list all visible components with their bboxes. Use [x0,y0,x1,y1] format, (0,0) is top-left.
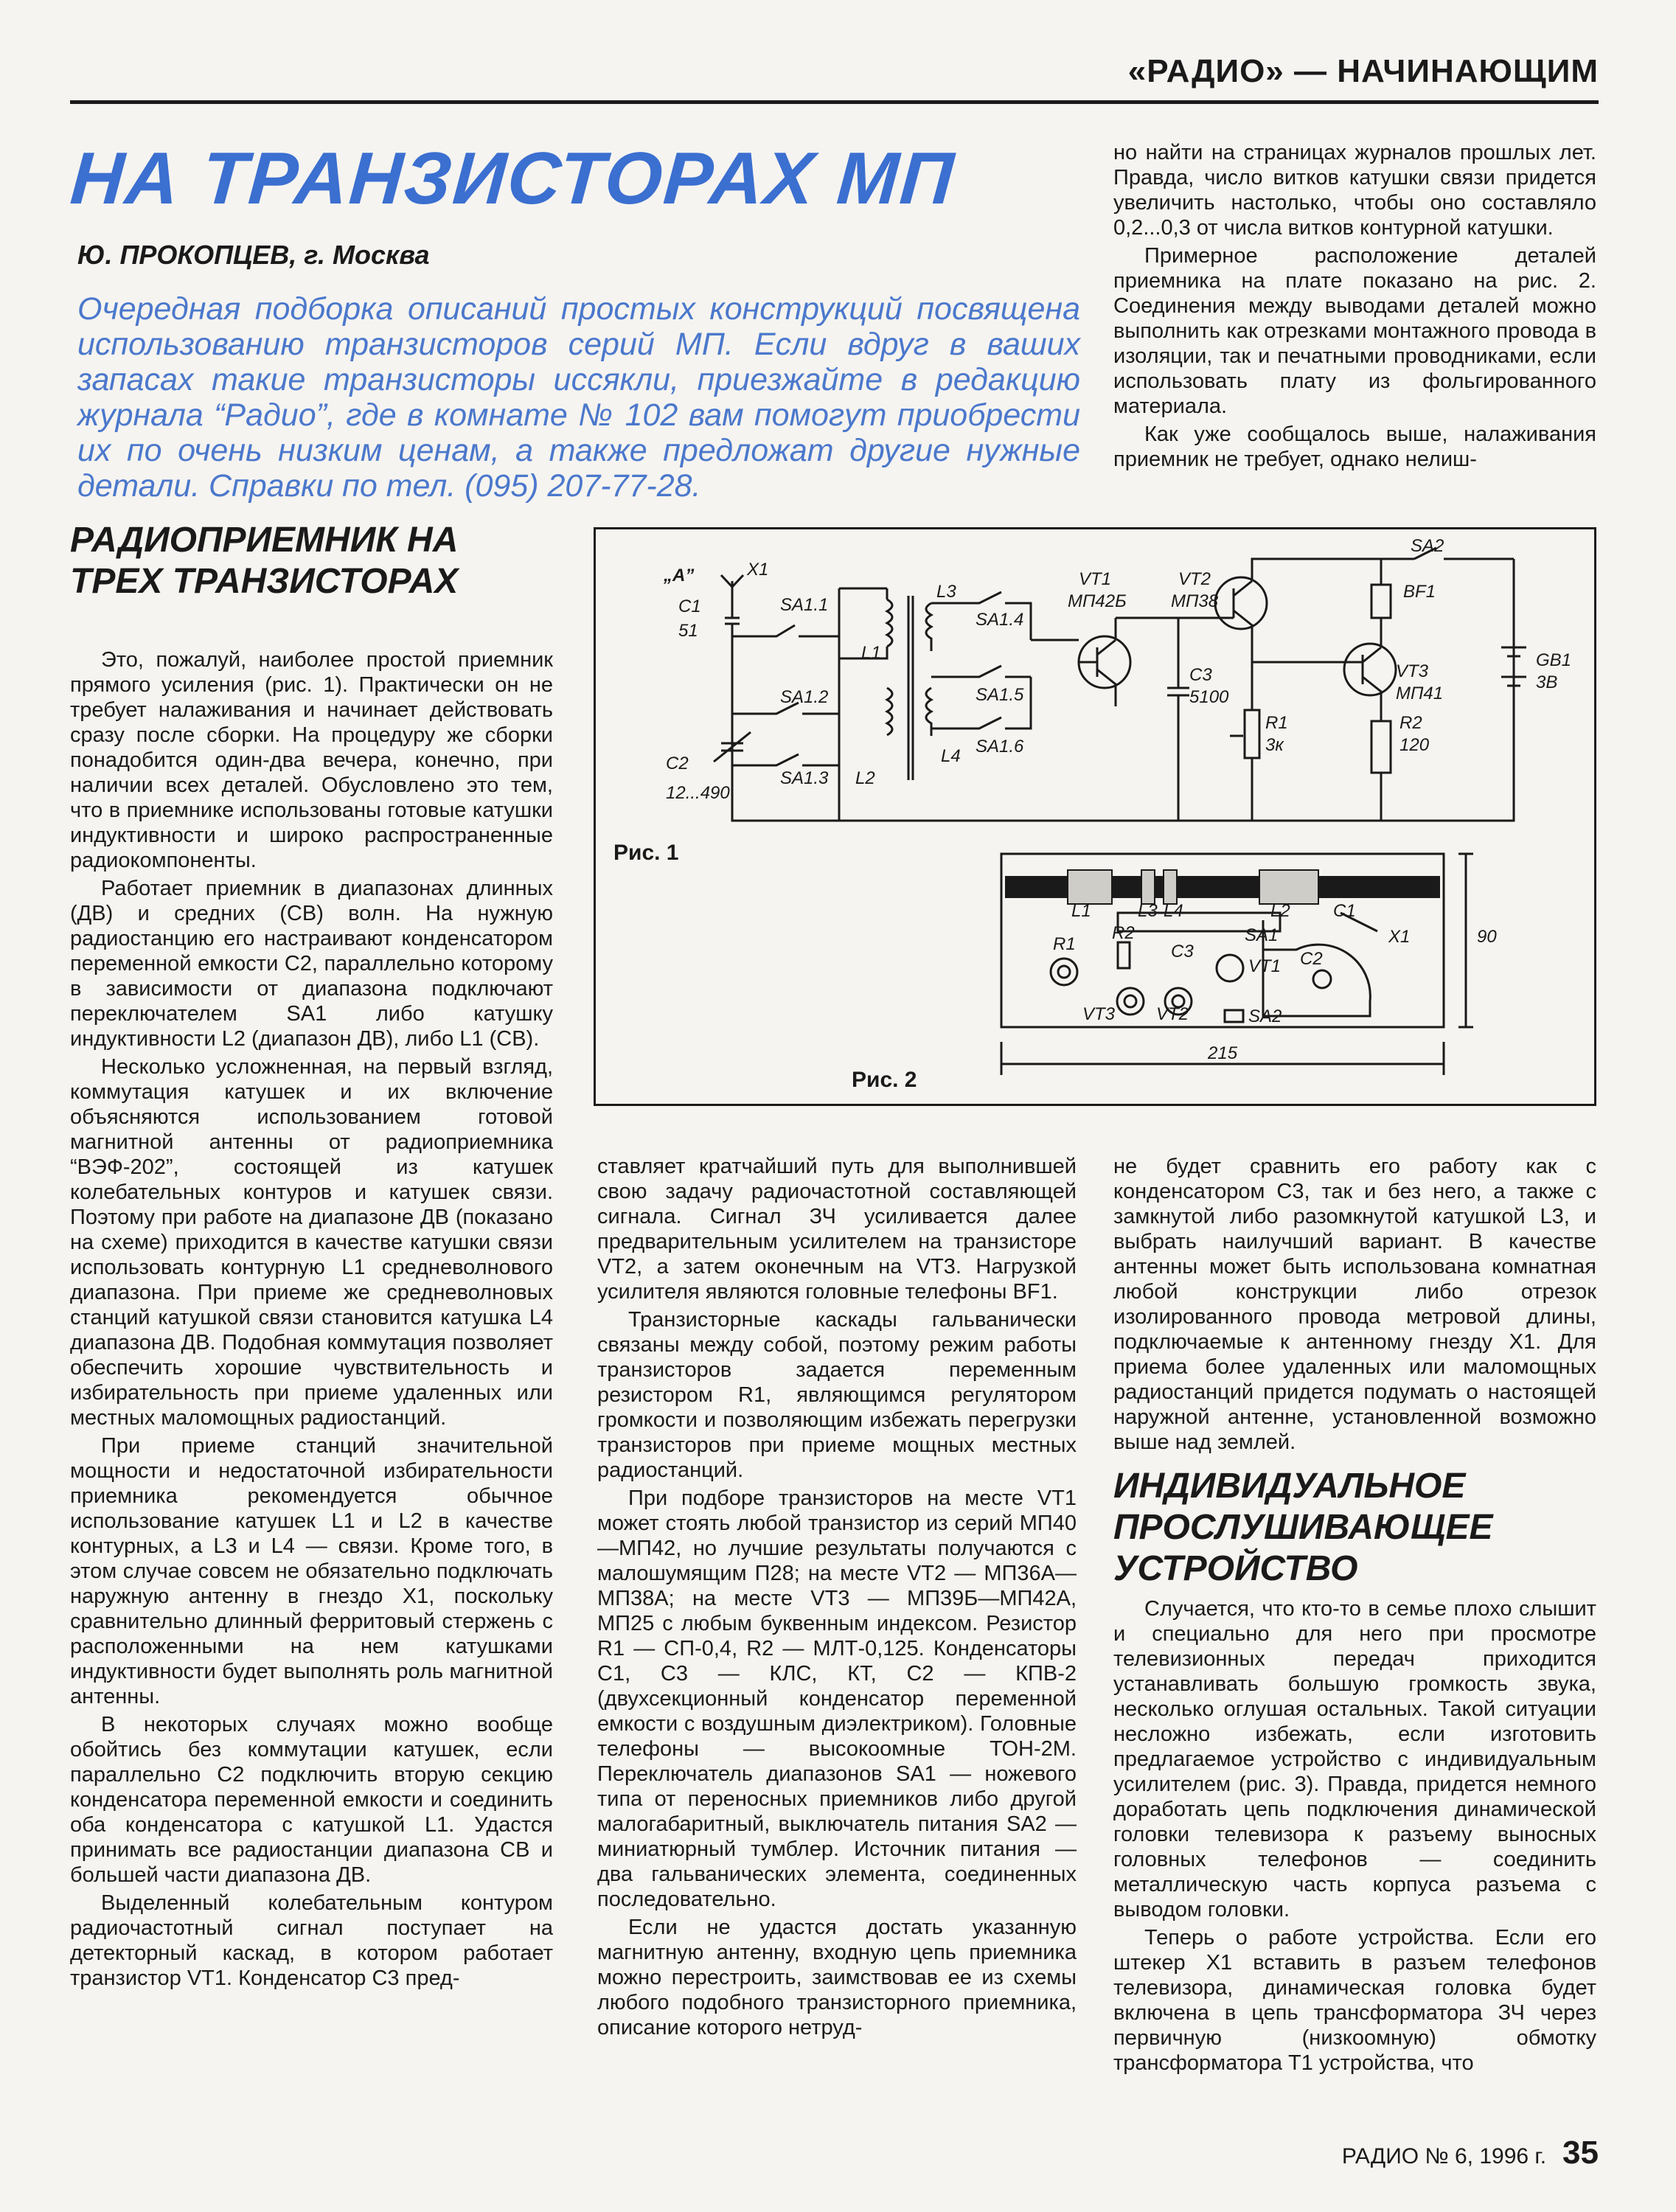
running-head: «РАДИО» — НАЧИНАЮЩИМ [1127,53,1599,89]
article-lead: Очередная подборка описаний простых конструкций посвящена использованию транзисторов серий МП. Если вдруг в ваших запасах такие транзисторы иссякли, приезжайте в редакцию журнала “Радио”, где в комнате № 102 вам помогут приобрести их по очень низким ценам, а также предложат другие нужные детали. Справки по тел. (095) 207-77-28. [77,291,1080,504]
label-sa1-6: SA1.6 [976,737,1024,757]
board-dim-height: 90 [1477,927,1497,947]
column-3-top [1113,140,1596,475]
column-2 [597,1154,1077,2043]
board-label-l1: L1 [1071,901,1091,921]
page-number: 35 [1562,2135,1599,2171]
issue-info: РАДИО № 6, 1996 г. [1341,2144,1547,2168]
label-c2-val: 12...490 [666,783,730,803]
paragraph: Это, пожалуй, наиболее простой приемник прямого усиления (рис. 1). Практически он не требует налаживания и начинает действовать сразу после сборки. На процедуру же сборки понадобится один-два вечера, конечно, при наличии всех деталей. Обусловлено это тем, что в приемнике использованы готовые катушки индуктивности и широко распространенные радиокомпоненты. [70,648,553,872]
label-antenna: „A” [664,566,695,585]
board-label-l3: L3 [1138,901,1158,921]
label-vt3: VT3 [1396,661,1429,681]
label-sa2: SA2 [1411,536,1444,556]
label-l4: L4 [941,746,961,766]
label-gb1: GB1 [1536,650,1572,670]
column-1 [70,647,553,1994]
label-c3-val: 5100 [1189,687,1229,707]
label-gb1-val: 3В [1536,672,1558,692]
label-c1-val: 51 [678,621,698,641]
label-vt1: VT1 [1079,569,1112,589]
board-label-sa2: SA2 [1248,1006,1282,1026]
label-c3: C3 [1189,665,1212,685]
article-author: Ю. ПРОКОПЦЕВ, г. Москва [77,240,430,270]
label-l1: L1 [861,643,881,663]
board-label-x1: X1 [1388,927,1411,947]
label-vt2: VT2 [1178,569,1211,589]
paragraph: При приеме станций значительной мощности и недостаточной избирательности приемника рекомендуется обычное использование катушек L1 и L2 в качестве контурных, а L3 и L4 — связи. Кроме того, в этом случае совсем не обязательно подключать наружную антенну в гнездо X1, поскольку сравнительно длинный ферритовый стержень с расположенными на нем катушками индуктивности будет выполнять роль магнитной антенны. [70,1434,553,1708]
label-vt1-type: МП42Б [1068,591,1127,611]
board-label-c3: C3 [1171,942,1194,961]
label-sa1-3: SA1.3 [780,768,829,788]
coil-l4-body [1164,870,1177,904]
header-rule [70,100,1599,104]
board-label-l4: L4 [1164,901,1183,921]
page-footer [1342,2135,1599,2171]
label-vt3-type: МП41 [1396,684,1444,703]
paragraph: не будет сравнить его работу как с конденсатором С3, так и без него, а также с замкнутой либо разомкнутой катушкой L3, и выбрать наилучший вариант. В качестве антенны может быть использована комнатная любой конструкции либо отрезок изолированного провода метровой длины, подключаемые к антенному гнезду X1. Для приема более удаленных или маломощных радиостанций придется подумать о настоящей наружной антенне, установленной возможно выше над землей. [1113,1155,1596,1454]
board-label-c1: C1 [1333,901,1356,921]
paragraph: Если не удастся достать указанную магнитную антенну, входную цепь приемника можно перестроить, заимствовав ее из схемы любого подобного транзисторного приемника, описание которого нетруд- [597,1916,1077,2039]
figure-box [594,527,1596,1106]
board-label-vt1: VT1 [1248,956,1282,976]
figure-1-label: Рис. 1 [613,841,679,865]
paragraph: но найти на страницах журналов прошлых лет. Правда, число витков катушки связи придется увеличить настолько, чтобы оно составляло 0,2...0,3 от числа витков контурной катушки. [1113,141,1596,240]
board-label-r2: R2 [1112,923,1135,943]
label-r1: R1 [1265,713,1288,733]
paragraph: Как уже сообщалось выше, налаживания приемник не требует, однако нелиш- [1113,422,1596,471]
figure-2-label: Рис. 2 [852,1068,917,1092]
section-heading-receiver: РАДИОПРИЕМНИК НА ТРЕХ ТРАНЗИСТОРАХ [70,521,459,601]
label-sa1-4: SA1.4 [976,610,1024,630]
label-vt2-type: МП38 [1171,591,1219,611]
label-sa1-2: SA1.2 [780,687,829,707]
coil-l3-body [1141,870,1155,904]
board-label-c2: C2 [1300,949,1323,969]
label-sa1-5: SA1.5 [976,685,1024,705]
label-bf1: BF1 [1403,582,1436,602]
section-2-body [1113,1596,1596,2079]
label-l2: L2 [855,768,875,788]
paragraph: Случается, что кто-то в семье плохо слышит и специально для него при просмотре телевизионных передач приходится устанавливать большую громкость звука, несколько оглушая остальных. Такой ситуации несложно избежать, если изготовить предлагаемое устройство с индивидуальным усилителем (рис. 3). Правда, придется немного доработать цепь подключения динамической головки телевизора к разъему выносных головных телефонов — соединить металлическую часть корпуса разъема с выводом головки. [1113,1597,1596,1921]
board-label-vt3: VT3 [1082,1004,1116,1024]
article-title: НА ТРАНЗИСТОРАХ МП [68,137,958,220]
board-label-l2: L2 [1270,901,1290,921]
paragraph: Теперь о работе устройства. Если его штекер X1 вставить в разъем телефонов телевизора, динамическая головка будет включена в цепь трансформатора ЗЧ через первичную (низкоомную) обмотку трансформатора Т1 устройства, что [1113,1926,1596,2075]
figures-svg [596,529,1599,1108]
label-c2: C2 [666,754,689,773]
board-label-sa1: SA1 [1245,925,1279,945]
label-sa1-1: SA1.1 [780,595,829,615]
label-x1: X1 [747,560,769,580]
board-label-r1: R1 [1053,934,1076,954]
label-l3: L3 [936,582,956,602]
label-c1: C1 [678,597,701,616]
board-dim-width: 215 [1208,1043,1238,1063]
label-r1-val: 3к [1265,735,1284,755]
paragraph: Примерное расположение деталей приемника на плате показано на рис. 2. Соединения между выводами деталей можно выполнить как отрезками монтажного провода в изоляции, так и печатными проводниками, если использовать плату из фольгированного материала. [1113,244,1596,418]
label-r2: R2 [1399,713,1422,733]
section-heading-listening-device: ИНДИВИДУАЛЬНОЕ ПРОСЛУШИВАЮЩЕЕ УСТРОЙСТВО [1113,1467,1493,1588]
label-r2-val: 120 [1399,735,1430,755]
paragraph: В некоторых случаях можно вообще обойтись без коммутации катушек, если параллельно С2 подключить вторую секцию конденсатора переменной емкости и соединить оба конденсатора с катушкой L1. Удастся принимать все радиостанции диапазона СВ и большей части диапазона ДВ. [70,1713,553,1887]
board-label-vt2: VT2 [1156,1004,1189,1024]
column-3 [1113,1154,1596,1458]
coil-l2-body [1259,870,1318,904]
coil-l1-body [1068,870,1112,904]
paragraph: ставляет кратчайший путь для выполнившей свою задачу радиочастотной составляющей сигнала. Сигнал ЗЧ усиливается далее предварительным усилителем на транзисторе VT2, а затем оконечным на VT3. Нагрузкой усилителя являются головные телефоны BF1. [597,1155,1077,1304]
paragraph: Выделенный колебательным контуром радиочастотный сигнал поступает на детекторный каскад, в котором работает транзистор VT1. Конденсатор С3 пред- [70,1891,553,1990]
paragraph: При подборе транзисторов на месте VT1 может стоять любой транзистор из серий МП40—МП42, но лучшие результаты получаются с малошумящим П28; на месте VT2 — МП36А—МП38А; на месте VT3 — МП39Б—МП42А, МП25 с любым буквенным индексом. Резистор R1 — СП-0,4, R2 — МЛТ-0,125. Конденсаторы С1, С3 — КЛС, КТ, С2 — КПВ-2 (двухсекционный конденсатор переменной емкости с воздушным диэлектриком). Головные телефоны — высокоомные ТОН-2М. Переключатель диапазонов SA1 — ножевого типа от переносных приемников либо другой малогабаритный, выключатель питания SA2 — миниатюрный тумблер. Источник питания — два гальванических элемента, соединенных последовательно. [597,1486,1077,1911]
paragraph: Транзисторные каскады гальванически связаны между собой, поэтому режим работы транзисторов задается переменным резистором R1, являющимся регулятором громкости и позволяющим избежать перегрузки транзисторов при приеме мощных местных радиостанций. [597,1308,1077,1482]
paragraph: Несколько усложненная, на первый взгляд, коммутация катушек и их включение объясняются использованием готовой магнитной антенны от радиоприемника “ВЭФ-202”, состоящей из катушек колебательных контуров и катушек связи. Поэтому при работе на диапазоне ДВ (показано на схеме) приходится в качестве катушки связи использовать контурную L1 средневолнового диапазона. При приеме же средневолновых станций катушкой связи становится катушка L4 диапазона ДВ. Подобная коммутация позволяет обеспечить хорошие чувствительность и избирательность при приеме удаленных или местных маломощных радиостанций. [70,1055,553,1430]
paragraph: Работает приемник в диапазонах длинных (ДВ) и средних (СВ) волн. На нужную радиостанцию его настраивают конденсатором переменной емкости С2, параллельно которому в зависимости от диапазона подключают переключателем SA1 либо катушку индуктивности L2 (диапазон ДВ), либо L1 (СВ). [70,877,553,1051]
